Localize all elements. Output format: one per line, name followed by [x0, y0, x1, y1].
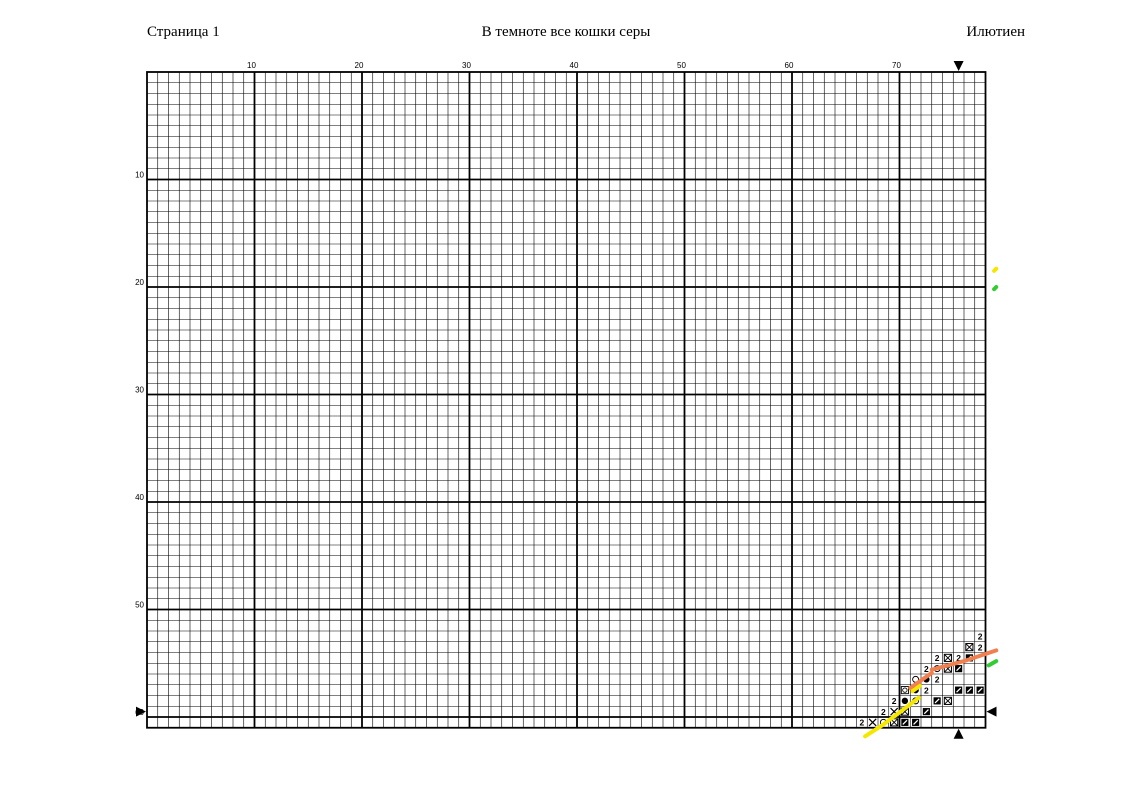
- page-label: Страница 1: [147, 24, 220, 40]
- y-tick-label: 30: [135, 385, 144, 395]
- x-tick-label: 10: [247, 61, 256, 70]
- x-tick-label: 60: [784, 61, 794, 70]
- stitch-symbol-2: 2: [891, 696, 897, 707]
- backstitch-line: [989, 661, 997, 665]
- stitch-symbol-2: 2: [956, 653, 961, 664]
- backstitch-line: [994, 287, 996, 289]
- author-name: Илютиен: [966, 24, 1025, 40]
- y-tick-label: 50: [135, 600, 144, 610]
- y-tick-label: 20: [135, 278, 144, 287]
- x-tick-label: 50: [677, 61, 686, 70]
- y-tick-label: 40: [135, 493, 144, 502]
- stitch-symbol-2: 2: [859, 717, 865, 728]
- stitch-symbol-2: 2: [934, 653, 940, 664]
- stitch-symbol-2: 2: [924, 663, 929, 674]
- stitch-symbol-filled-circle: [902, 698, 908, 704]
- pattern-title: В темноте все кошки серы: [481, 24, 651, 40]
- stitch-symbol-2: 2: [977, 631, 983, 642]
- x-tick-label: 20: [354, 61, 364, 70]
- center-marker-bottom: [954, 729, 964, 739]
- backstitch-line: [994, 269, 996, 271]
- stitch-symbol-2: 2: [934, 674, 940, 685]
- stitch-symbol-2: 2: [924, 685, 929, 696]
- x-tick-label: 70: [892, 61, 901, 70]
- x-tick-label: 40: [569, 61, 579, 70]
- stitch-symbol-2: 2: [977, 642, 983, 653]
- center-marker-right: [987, 707, 997, 717]
- y-tick-label: 10: [135, 170, 144, 180]
- center-marker-top: [954, 61, 964, 71]
- stitch-symbol-square-circle-inner: [903, 688, 907, 692]
- x-tick-label: 30: [462, 61, 471, 70]
- stitch-symbol-2: 2: [881, 706, 886, 717]
